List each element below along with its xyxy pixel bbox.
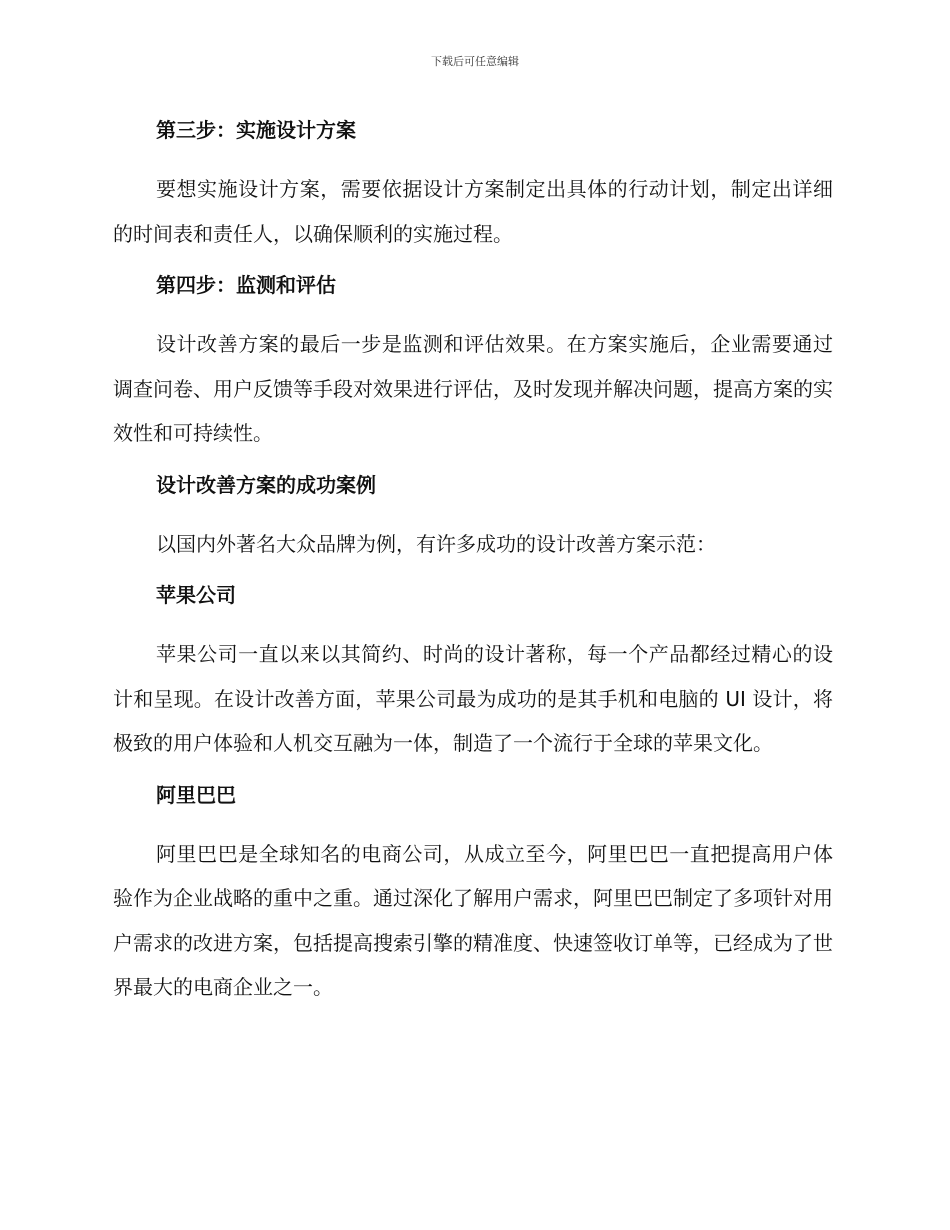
section-heading-apple: 苹果公司: [156, 583, 236, 607]
section-paragraph-success-cases: 以国内外著名大众品牌为例，有许多成功的设计改善方案示范：: [156, 531, 716, 556]
section-heading-alibaba: 阿里巴巴: [156, 782, 236, 807]
section-heading-step-three: 第三步：实施设计方案: [156, 118, 356, 142]
section-paragraph-step-three: 要想实施设计方案，需要依据设计方案制定出具体的行动计划，制定出详细的时间表和责任人，以确保顺利的实施过程。: [113, 177, 833, 246]
section-paragraph-step-four: 设计改善方案的最后一步是监测和评估效果。在方案实施后，企业需要通过调查问卷、用户反馈等手段对效果进行评估，及时发现并解决问题，提高方案的实效性和可持续性。: [113, 332, 833, 445]
document-body: [113, 112, 833, 1010]
section-paragraph-alibaba: 阿里巴巴是全球知名的电商公司，从成立至今，阿里巴巴一直把提高用户体验作为企业战略的重中之重。通过深化了解用户需求，阿里巴巴制定了多项针对用户需求的改进方案，包括提高搜索引擎的精准度、快速签收订单等，已经成为了世界最大的电商企业之一。: [113, 841, 833, 999]
page-header: 下载后可任意编辑: [431, 55, 519, 68]
section-heading-success-cases: 设计改善方案的成功案例: [156, 472, 376, 497]
section-paragraph-apple: 苹果公司一直以来以其简约、时尚的设计著称，每一个产品都经过精心的设计和呈现。在设计改善方面，苹果公司最为成功的是其手机和电脑的 UI 设计，将极致的用户体验和人机交互融为一体，制造了一个流行于全球的苹果文化。: [113, 642, 833, 755]
section-heading-step-four: 第四步：监测和评估: [156, 273, 336, 297]
